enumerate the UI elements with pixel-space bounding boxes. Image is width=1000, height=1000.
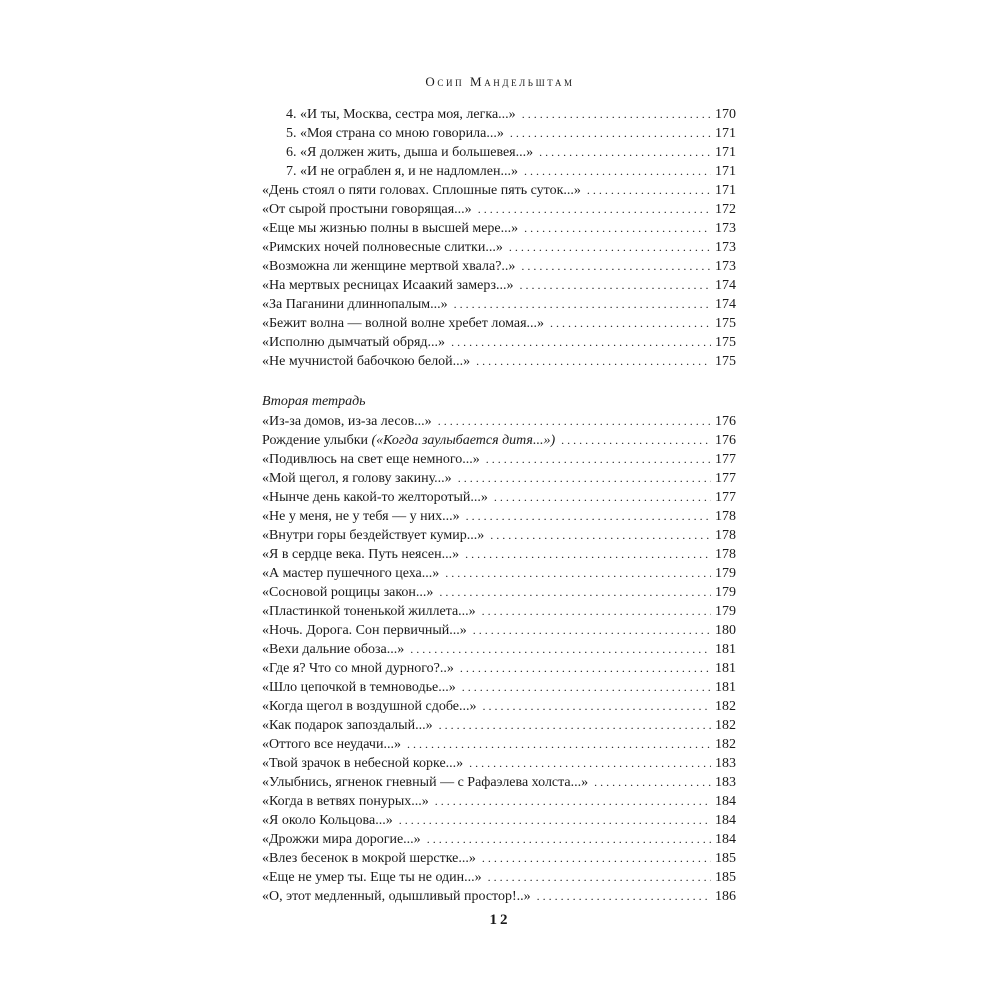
dot-leader [439, 716, 711, 735]
dot-leader [427, 830, 711, 849]
toc-entry-page: 181 [715, 661, 736, 676]
running-head: Осип Мандельштам [425, 74, 575, 89]
toc-entry-title: 7. «И не ограблен я, и не надломлен...» [286, 164, 518, 179]
toc-entry [262, 333, 736, 352]
toc-entry [262, 412, 736, 431]
toc-entry-title: «Пластинкой тоненькой жиллета...» [262, 604, 476, 619]
toc-entry [262, 238, 736, 257]
toc-entry-title: «Подивлюсь на свет еще немного...» [262, 452, 480, 467]
toc-entry [262, 526, 736, 545]
dot-leader [476, 352, 711, 371]
toc-entry [262, 868, 736, 887]
toc-entry-page: 178 [715, 509, 736, 524]
dot-leader [486, 450, 711, 469]
dot-leader [478, 200, 711, 219]
dot-leader [469, 754, 711, 773]
toc-entry-title: «За Паганини длиннопалым...» [262, 297, 448, 312]
toc-entry-title: «Еще не умер ты. Еще ты не один...» [262, 870, 482, 885]
toc-entry-page: 183 [715, 756, 736, 771]
toc-entry [262, 754, 736, 773]
toc-entry-title: «Римских ночей полновесные слитки...» [262, 240, 503, 255]
toc-entry [262, 564, 736, 583]
toc-entry-page: 184 [715, 813, 736, 828]
toc-entry-page: 181 [715, 642, 736, 657]
dot-leader [462, 678, 711, 697]
toc-entry-title: «Когда в ветвях понурых...» [262, 794, 429, 809]
toc-entry [262, 257, 736, 276]
dot-leader [494, 488, 711, 507]
toc-entry-page: 185 [715, 851, 736, 866]
toc-entry-title: «Из-за домов, из-за лесов...» [262, 414, 432, 429]
dot-leader [550, 314, 711, 333]
toc-entry [262, 735, 736, 754]
toc-entry-page: 185 [715, 870, 736, 885]
toc-entry [262, 716, 736, 735]
dot-leader [520, 276, 711, 295]
dot-leader [524, 219, 711, 238]
toc-entry-title: «Исполню дымчатый обряд...» [262, 335, 446, 350]
toc-entry-title: «Возможна ли женщине мертвой хвала?..» [262, 259, 516, 274]
toc-entry-title: «Внутри горы бездействует кумир...» [262, 528, 485, 543]
dot-leader [465, 545, 711, 564]
dot-leader [510, 124, 711, 143]
dot-leader [587, 181, 711, 200]
dot-leader [482, 849, 711, 868]
toc-entry-title: «Ночь. Дорога. Сон первичный...» [262, 623, 467, 638]
toc-entry-page: 177 [715, 490, 736, 505]
dot-leader [410, 640, 711, 659]
toc-list-part1 [262, 105, 736, 371]
toc-entry-title: 6. «Я должен жить, дыша и большевея...» [286, 145, 534, 160]
toc-entry-page: 174 [715, 278, 736, 293]
toc-entry [262, 792, 736, 811]
toc-entry-title: «Я около Кольцова...» [262, 813, 393, 828]
dot-leader [524, 162, 711, 181]
toc-entry-title: «Бежит волна — волной волне хребет ломая...» [262, 316, 545, 331]
toc-entry [262, 124, 736, 143]
toc-entry-title: «Не мучнистой бабочкою белой...» [262, 354, 471, 369]
toc-entry-title: «Сосновой рощицы закон...» [262, 585, 434, 600]
toc-entry [262, 276, 736, 295]
toc-entry [262, 545, 736, 564]
toc-entry-page: 173 [715, 221, 736, 236]
dot-leader [522, 105, 711, 124]
toc-entry-title: «Влез бесенок в мокрой шерстке...» [262, 851, 476, 866]
toc-entry-page: 175 [715, 316, 736, 331]
page-number: 12 [489, 912, 511, 928]
toc-entry-page: 182 [715, 737, 736, 752]
toc-entry [262, 469, 736, 488]
dot-leader [466, 507, 711, 526]
toc-entry [262, 314, 736, 333]
dot-leader [482, 602, 711, 621]
toc-entry-page: 173 [715, 259, 736, 274]
dot-leader [561, 431, 711, 450]
toc-entry-page: 177 [715, 452, 736, 467]
toc-list-part2 [262, 450, 736, 906]
toc-entry [262, 583, 736, 602]
toc-entry-title-italic: («Когда заулыбается дитя...») [371, 433, 556, 448]
toc-entry [262, 697, 736, 716]
toc-entry-title: «Еще мы жизнью полны в высшей мере...» [262, 221, 519, 236]
dot-leader [407, 735, 711, 754]
dot-leader [473, 621, 711, 640]
toc-entry-title: «День стоял о пяти головах. Сплошные пять суток...» [262, 183, 581, 198]
dot-leader [458, 469, 711, 488]
dot-leader [399, 811, 711, 830]
toc-entry [262, 507, 736, 526]
toc-entry-page: 179 [715, 566, 736, 581]
toc-entry-title: «Когда щегол в воздушной сдобе...» [262, 699, 477, 714]
toc-entry [262, 105, 736, 124]
toc-entry-title: «От сырой простыни говорящая...» [262, 202, 472, 217]
toc-entry [262, 352, 736, 371]
toc-entry-title: «Мой щегол, я голову закину...» [262, 471, 452, 486]
dot-leader [451, 333, 711, 352]
toc-entry [262, 887, 736, 906]
toc-entry [262, 849, 736, 868]
toc-entry-page: 175 [715, 354, 736, 369]
toc-entry-title: «Не у меня, не у тебя — у них...» [262, 509, 460, 524]
toc-entry [262, 162, 736, 181]
toc-entry-page: 178 [715, 528, 736, 543]
toc-entry-title: «Нынче день какой-то желторотый...» [262, 490, 488, 505]
toc-entry-page: 170 [715, 107, 736, 122]
dot-leader [460, 659, 711, 678]
dot-leader [454, 295, 711, 314]
toc-entry [262, 200, 736, 219]
table-of-contents [262, 105, 736, 906]
toc-entry [262, 143, 736, 162]
toc-entry [262, 602, 736, 621]
toc-entry [262, 811, 736, 830]
toc-entry [262, 640, 736, 659]
toc-entry-title: «Шло цепочкой в темноводье...» [262, 680, 456, 695]
dot-leader [488, 868, 711, 887]
toc-entry [262, 181, 736, 200]
toc-entry-page: 175 [715, 335, 736, 350]
toc-entry-page: 172 [715, 202, 736, 217]
toc-entry [262, 659, 736, 678]
toc-entry [262, 830, 736, 849]
dot-leader [445, 564, 711, 583]
toc-entry-page: 178 [715, 547, 736, 562]
toc-entry-page: 184 [715, 794, 736, 809]
toc-entry-page: 171 [715, 164, 736, 179]
toc-entry-page: 180 [715, 623, 736, 638]
dot-leader [537, 887, 711, 906]
toc-entry [262, 431, 736, 450]
dot-leader [521, 257, 711, 276]
toc-entry-page: 176 [715, 414, 736, 429]
toc-entry-page: 183 [715, 775, 736, 790]
toc-entry-page: 176 [715, 433, 736, 448]
toc-entry-page: 186 [715, 889, 736, 904]
toc-entry [262, 488, 736, 507]
toc-entry-page: 174 [715, 297, 736, 312]
toc-entry-page: 179 [715, 604, 736, 619]
dot-leader [483, 697, 712, 716]
toc-entry-page: 184 [715, 832, 736, 847]
toc-entry [262, 773, 736, 792]
toc-list-part2-head [262, 412, 736, 450]
toc-entry-title: «Я в сердце века. Путь неясен...» [262, 547, 460, 562]
toc-entry-title: «Дрожжи мира дорогие...» [262, 832, 421, 847]
toc-entry-title-main: Рождение улыбки [262, 433, 372, 448]
toc-entry-title: «Где я? Что со мной дурного?..» [262, 661, 454, 676]
toc-entry-page: 179 [715, 585, 736, 600]
toc-entry [262, 621, 736, 640]
toc-entry-title: «Улыбнись, ягненок гневный — с Рафаэлева холста...» [262, 775, 589, 790]
toc-entry-page: 173 [715, 240, 736, 255]
toc-entry-page: 177 [715, 471, 736, 486]
toc-entry-page: 171 [715, 145, 736, 160]
toc-entry [262, 450, 736, 469]
toc-entry-title: «О, этот медленный, одышливый простор!..» [262, 889, 531, 904]
dot-leader [509, 238, 711, 257]
toc-entry-page: 181 [715, 680, 736, 695]
toc-entry-title [262, 431, 555, 450]
toc-entry-title: «Вехи дальние обоза...» [262, 642, 405, 657]
toc-entry-page: 171 [715, 126, 736, 141]
dot-leader [594, 773, 711, 792]
dot-leader [435, 792, 711, 811]
dot-leader [539, 143, 711, 162]
toc-entry-title: 4. «И ты, Москва, сестра моя, легка...» [286, 107, 516, 122]
toc-entry [262, 219, 736, 238]
toc-entry-title: «Оттого все неудачи...» [262, 737, 401, 752]
toc-entry [262, 295, 736, 314]
toc-entry-title: 5. «Моя страна со мною говорила...» [286, 126, 504, 141]
toc-entry-page: 182 [715, 699, 736, 714]
toc-entry-page: 182 [715, 718, 736, 733]
toc-entry-title: «Как подарок запоздалый...» [262, 718, 433, 733]
toc-entry-title: «На мертвых ресницах Исаакий замерз...» [262, 278, 514, 293]
toc-entry-title: «Твой зрачок в небесной корке...» [262, 756, 464, 771]
section-heading: Вторая тетрадь [262, 394, 366, 409]
dot-leader [438, 412, 711, 431]
toc-entry [262, 678, 736, 697]
toc-entry-title: «А мастер пушечного цеха...» [262, 566, 440, 581]
dot-leader [490, 526, 711, 545]
toc-entry-page: 171 [715, 183, 736, 198]
dot-leader [439, 583, 711, 602]
